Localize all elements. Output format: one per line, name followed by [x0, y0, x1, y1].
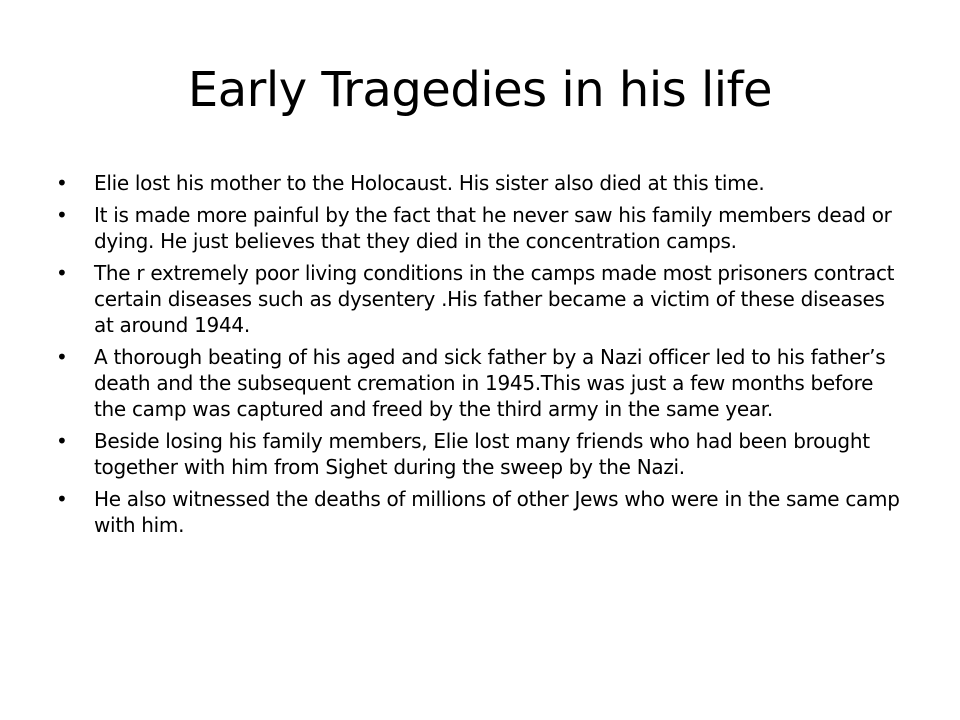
bullet-icon: • — [56, 261, 68, 285]
bullet-item — [56, 170, 906, 196]
bullet-text: He also witnessed the deaths of millions of other Jews who were in the same camp with him. — [94, 487, 900, 537]
bullet-text: It is made more painful by the fact that he never saw his family members dead or dying. He just believes that they died in the concentration camps. — [94, 203, 892, 253]
bullet-text: A thorough beating of his aged and sick father by a Nazi officer led to his father’s death and the subsequent cremation in 1945.This was just a few months before the camp was captured and freed by the third army in the same year. — [94, 345, 886, 421]
bullet-item — [56, 486, 906, 538]
bullet-text: The r extremely poor living conditions in the camps made most prisoners contract certain diseases such as dysentery .His father became a victim of these diseases at around 1944. — [94, 261, 895, 337]
bullet-text: Beside losing his family members, Elie lost many friends who had been brought together with him from Sighet during the sweep by the Nazi. — [94, 429, 870, 479]
bullet-item — [56, 260, 906, 338]
slide-title: Early Tragedies in his life — [187, 62, 773, 118]
bullet-text: Elie lost his mother to the Holocaust. His sister also died at this time. — [94, 171, 765, 195]
bullet-icon: • — [56, 429, 68, 453]
bullet-icon: • — [56, 171, 68, 195]
bullet-list — [56, 170, 906, 544]
bullet-icon: • — [56, 487, 68, 511]
bullet-item — [56, 428, 906, 480]
bullet-item — [56, 344, 906, 422]
bullet-icon: • — [56, 203, 68, 227]
bullet-item — [56, 202, 906, 254]
bullet-icon: • — [56, 345, 68, 369]
